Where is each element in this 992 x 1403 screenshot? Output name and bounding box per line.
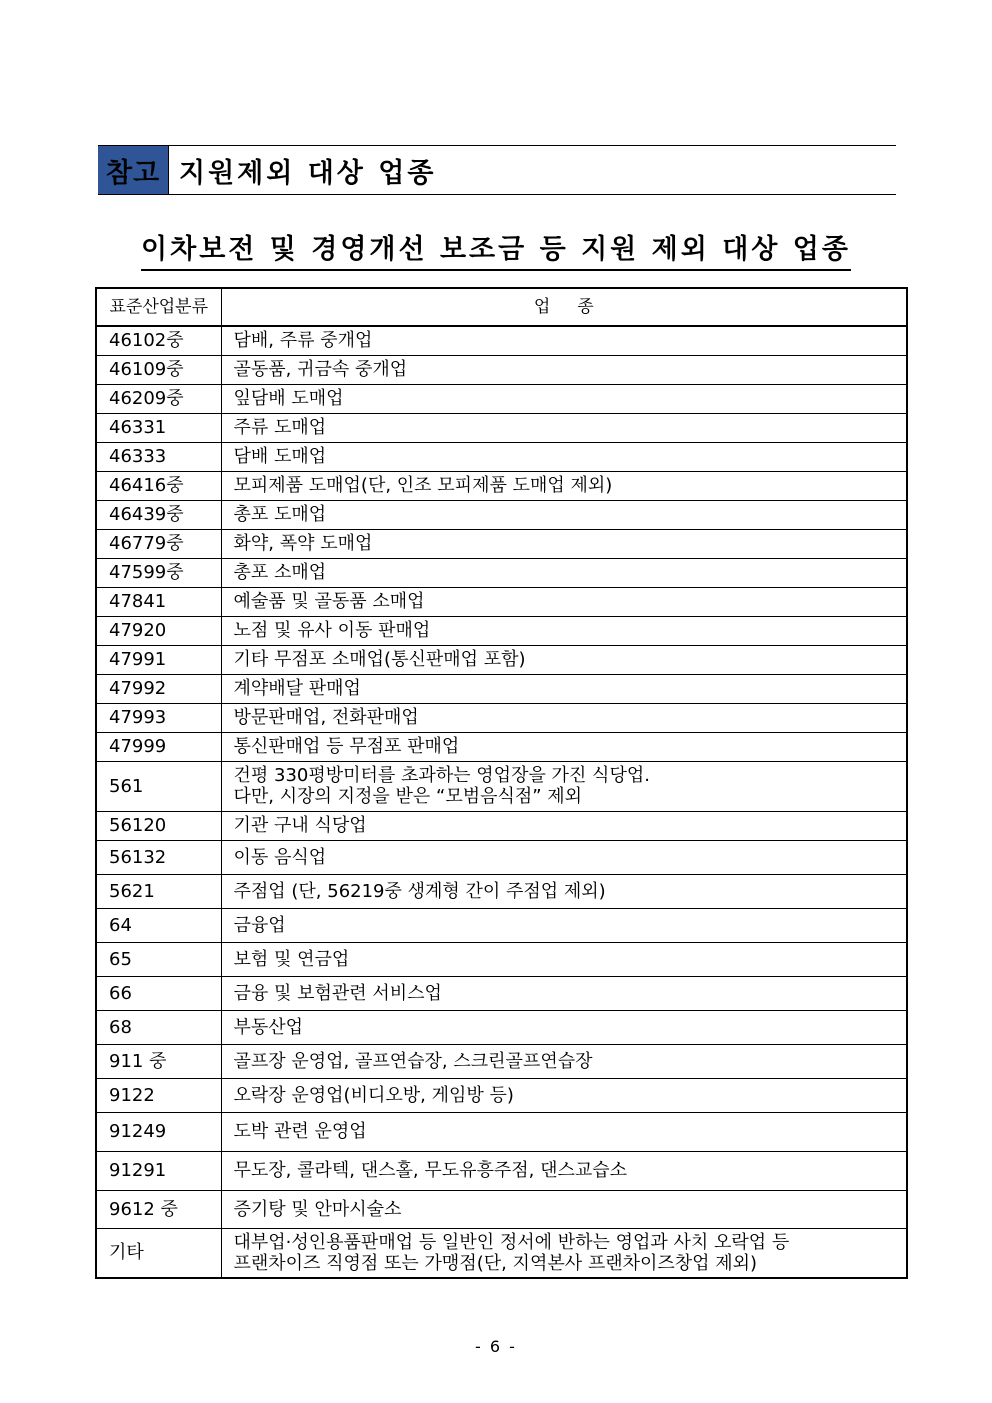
- table-row: [96, 442, 907, 471]
- row-code: 65: [96, 942, 221, 976]
- row-industry: 총포 도매업: [221, 500, 907, 529]
- table-row: [96, 355, 907, 384]
- row-industry: 계약배달 판매업: [221, 674, 907, 703]
- table-row: [96, 587, 907, 616]
- table-row: [96, 674, 907, 703]
- row-code: 46416중: [96, 471, 221, 500]
- table-header-row: [96, 288, 907, 326]
- reference-title: 지원제외 대상 업종: [179, 157, 437, 189]
- table-row: [96, 616, 907, 645]
- row-industry: [221, 1228, 907, 1278]
- row-code: 47920: [96, 616, 221, 645]
- row-industry: 골프장 운영업, 골프연습장, 스크린골프연습장: [221, 1044, 907, 1078]
- table-row: [96, 529, 907, 558]
- row-code: 47992: [96, 674, 221, 703]
- row-code: 47999: [96, 732, 221, 761]
- row-code: 91249: [96, 1112, 221, 1151]
- row-industry: 담배, 주류 중개업: [221, 326, 907, 355]
- row-code: 64: [96, 908, 221, 942]
- row-code: 47599중: [96, 558, 221, 587]
- table-row: [96, 732, 907, 761]
- table-row: [96, 942, 907, 976]
- table-row: [96, 811, 907, 840]
- row-code: 561: [96, 761, 221, 811]
- table-row: [96, 1078, 907, 1112]
- table-row: [96, 1228, 907, 1278]
- table-row: [96, 384, 907, 413]
- row-industry: 노점 및 유사 이동 판매업: [221, 616, 907, 645]
- row-industry: 도박 관련 운영업: [221, 1112, 907, 1151]
- table-row: [96, 1190, 907, 1228]
- row-code: 5621: [96, 874, 221, 908]
- row-code: 91291: [96, 1151, 221, 1190]
- row-industry: 이동 음식업: [221, 840, 907, 874]
- row-code: 911 중: [96, 1044, 221, 1078]
- row-industry: 잎담배 도매업: [221, 384, 907, 413]
- page-number: - 6 -: [475, 1337, 517, 1356]
- row-code: 9612 중: [96, 1190, 221, 1228]
- row-code: 47841: [96, 587, 221, 616]
- row-industry-line: 프랜차이즈 직영점 또는 가맹점(단, 지역본사 프랜차이즈창업 제외): [233, 1252, 758, 1274]
- row-industry-line: 대부업·성인용품판매업 등 일반인 정서에 반하는 영업과 사치 오락업 등: [233, 1231, 790, 1253]
- row-industry: 기관 구내 식당업: [221, 811, 907, 840]
- row-industry: 보험 및 연금업: [221, 942, 907, 976]
- row-industry: 주점업 (단, 56219중 생계형 간이 주점업 제외): [221, 874, 907, 908]
- row-industry: 골동품, 귀금속 중개업: [221, 355, 907, 384]
- row-code: 47993: [96, 703, 221, 732]
- row-industry: 모피제품 도매업(단, 인조 모피제품 도매업 제외): [221, 471, 907, 500]
- table-row: [96, 500, 907, 529]
- row-code: 47991: [96, 645, 221, 674]
- row-industry: 부동산업: [221, 1010, 907, 1044]
- row-code: 56132: [96, 840, 221, 874]
- row-industry: [221, 761, 907, 811]
- table-row: [96, 840, 907, 874]
- table-row: [96, 413, 907, 442]
- table-row: [96, 908, 907, 942]
- table-row: [96, 703, 907, 732]
- document-title-wrap: [0, 232, 992, 271]
- table-row: [96, 326, 907, 355]
- row-industry: 증기탕 및 안마시술소: [221, 1190, 907, 1228]
- row-code: 66: [96, 976, 221, 1010]
- table-row: [96, 1151, 907, 1190]
- reference-tag: 참고: [98, 146, 169, 194]
- row-code: 46331: [96, 413, 221, 442]
- row-industry: 기타 무점포 소매업(통신판매업 포함): [221, 645, 907, 674]
- row-industry: 총포 소매업: [221, 558, 907, 587]
- table-row: [96, 1010, 907, 1044]
- row-code: 46439중: [96, 500, 221, 529]
- row-industry: 통신판매업 등 무점포 판매업: [221, 732, 907, 761]
- header-code: 표준산업분류: [96, 288, 221, 326]
- table-row: [96, 645, 907, 674]
- row-industry-line: 건평 330평방미터를 초과하는 영업장을 가진 식당업.: [233, 765, 650, 786]
- row-industry: 담배 도매업: [221, 442, 907, 471]
- row-code: 46209중: [96, 384, 221, 413]
- table-row: [96, 471, 907, 500]
- table-row: [96, 1044, 907, 1078]
- row-industry: 방문판매업, 전화판매업: [221, 703, 907, 732]
- row-code: 9122: [96, 1078, 221, 1112]
- row-code: 46333: [96, 442, 221, 471]
- row-code: 46109중: [96, 355, 221, 384]
- row-code: 68: [96, 1010, 221, 1044]
- table-row: [96, 761, 907, 811]
- excluded-industries-table: [95, 287, 908, 1279]
- row-industry-line: 다만, 시장의 지정을 받은 “모범음식점” 제외: [233, 786, 583, 807]
- table-row: [96, 976, 907, 1010]
- row-industry: 예술품 및 골동품 소매업: [221, 587, 907, 616]
- reference-header: [98, 145, 896, 195]
- row-industry: 주류 도매업: [221, 413, 907, 442]
- row-industry: 화약, 폭약 도매업: [221, 529, 907, 558]
- table-row: [96, 558, 907, 587]
- row-industry: 금융 및 보험관련 서비스업: [221, 976, 907, 1010]
- row-code: 46779중: [96, 529, 221, 558]
- table-row: [96, 1112, 907, 1151]
- row-industry: 무도장, 콜라텍, 댄스홀, 무도유흥주점, 댄스교습소: [221, 1151, 907, 1190]
- row-industry: 오락장 운영업(비디오방, 게임방 등): [221, 1078, 907, 1112]
- document-title: 이차보전 및 경영개선 보조금 등 지원 제외 대상 업종: [141, 232, 851, 271]
- row-code: 기타: [96, 1228, 221, 1278]
- header-industry: 업 종: [221, 288, 907, 326]
- row-industry: 금융업: [221, 908, 907, 942]
- row-code: 46102중: [96, 326, 221, 355]
- table-row: [96, 874, 907, 908]
- row-code: 56120: [96, 811, 221, 840]
